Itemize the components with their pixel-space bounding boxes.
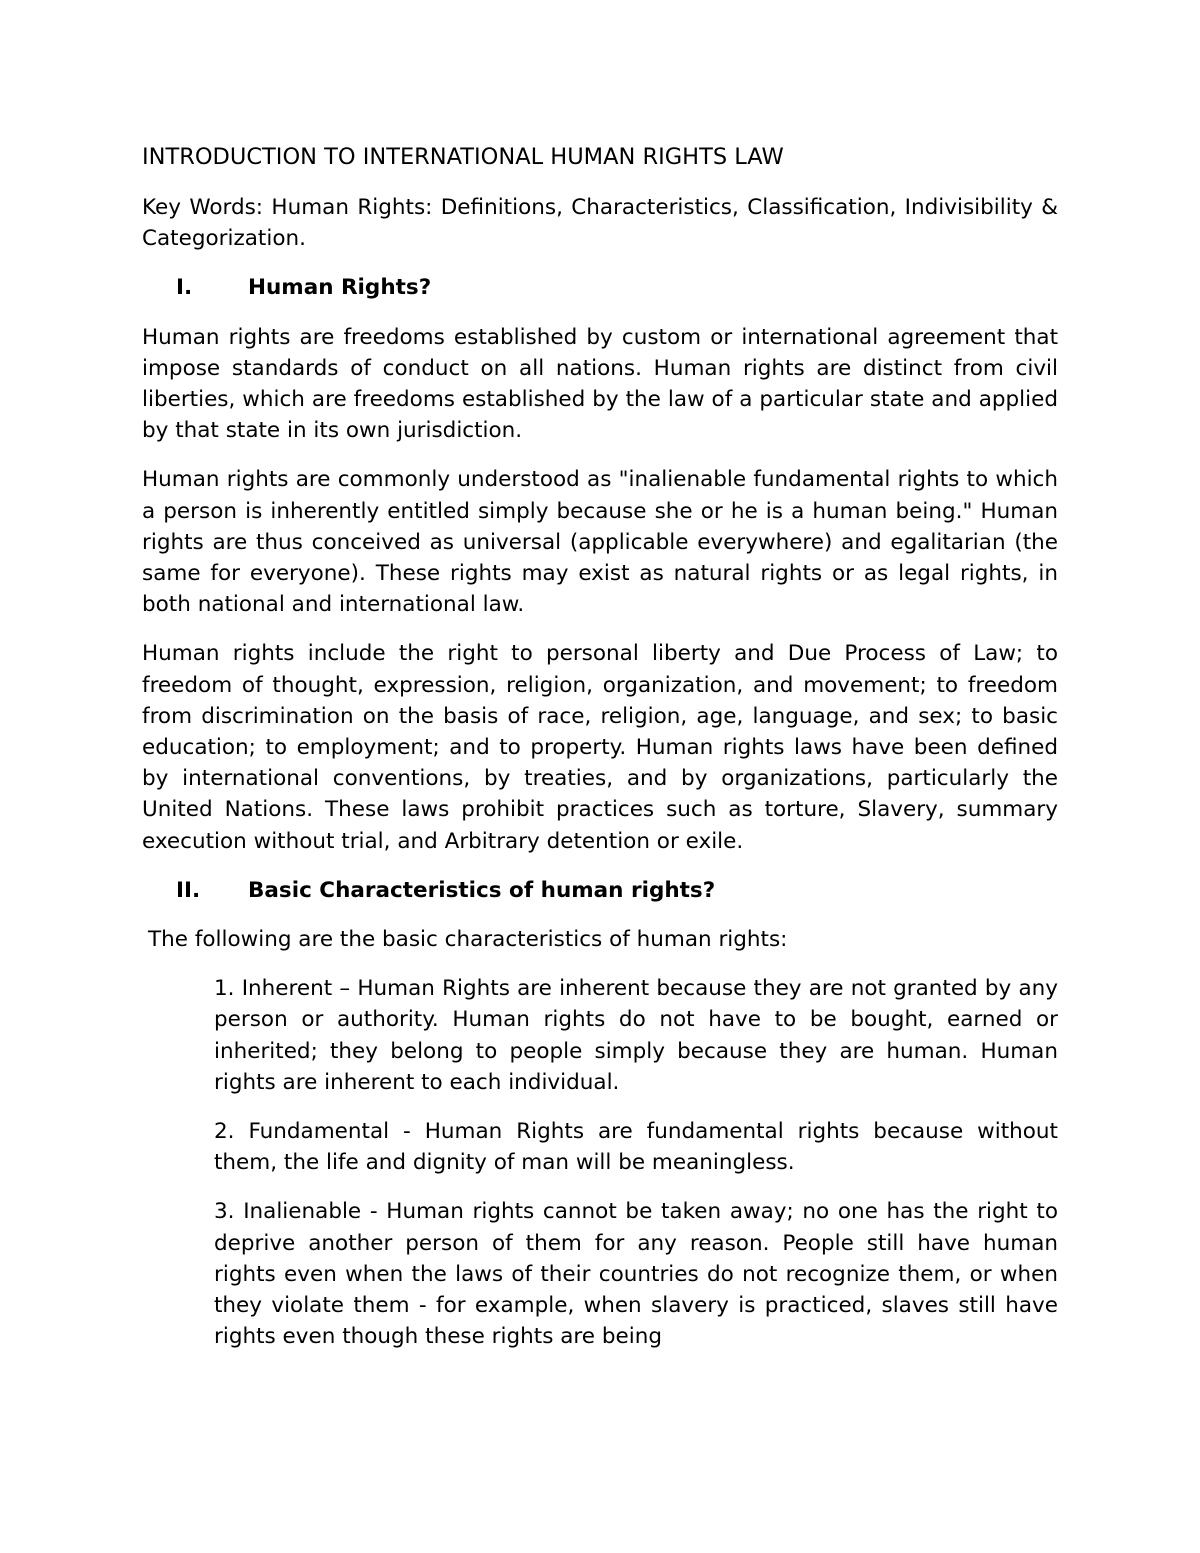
section-heading-characteristics (142, 875, 1058, 906)
body-paragraph: Human rights include the right to personal liberty and Due Process of Law; to freedom of thought, expression, religion, organization, and movement; to freedom from discrimination on the basis of race, religion, age, language, and sex; to basic education; to employment; and to property. Human rights laws have been defined by international conventions, by treaties, and by organizations, particularly the United Nations. These laws prohibit practices such as torture, Slavery, summary execution without trial, and Arbitrary detention or exile. (142, 641, 1058, 854)
section-title: Human Rights? (248, 275, 432, 301)
list-item: 3. Inalienable - Human rights cannot be taken away; no one has the right to deprive another person of them for any reason. People still have human rights even when the laws of their countries do not recognize them, or when they violate them - for example, when slavery is practiced, slaves still have rights even though these rights are being (214, 1199, 1058, 1350)
section-number: I. (176, 275, 193, 301)
characteristics-intro: The following are the basic characteristics of human rights: (148, 927, 788, 953)
body-paragraph: Human rights are freedoms established by custom or international agreement that impose standards of conduct on all nations. Human rights are distinct from civil liberties, which are freedoms established by the law of a particular state and applied by that state in its own jurisdiction. (142, 324, 1058, 444)
keywords-paragraph: Key Words: Human Rights: Definitions, Characteristics, Classification, Indivisibility & Categorization. (142, 195, 1058, 252)
list-item: 2. Fundamental - Human Rights are fundamental rights because without them, the life and dignity of man will be meaningless. (214, 1119, 1058, 1176)
section-heading-human-rights (142, 272, 1058, 303)
body-paragraph: Human rights are commonly understood as "inalienable fundamental rights to which a person is inherently entitled simply because she or he is a human being." Human rights are thus conceived as universal (applicable everywhere) and egalitarian (the same for everyone). These rights may exist as natural rights or as legal rights, in both national and international law. (142, 467, 1058, 618)
page-content (142, 140, 1058, 1371)
section-number: II. (176, 877, 201, 903)
section-title: Basic Characteristics of human rights? (248, 877, 716, 903)
list-item: 1. Inherent – Human Rights are inherent because they are not granted by any person or authority. Human rights do not have to be bought, earned or inherited; they belong to people simply because they are human. Human rights are inherent to each individual. (214, 976, 1058, 1095)
characteristics-list (142, 973, 1058, 1352)
document-title: INTRODUCTION TO INTERNATIONAL HUMAN RIGHTS LAW (142, 144, 784, 170)
